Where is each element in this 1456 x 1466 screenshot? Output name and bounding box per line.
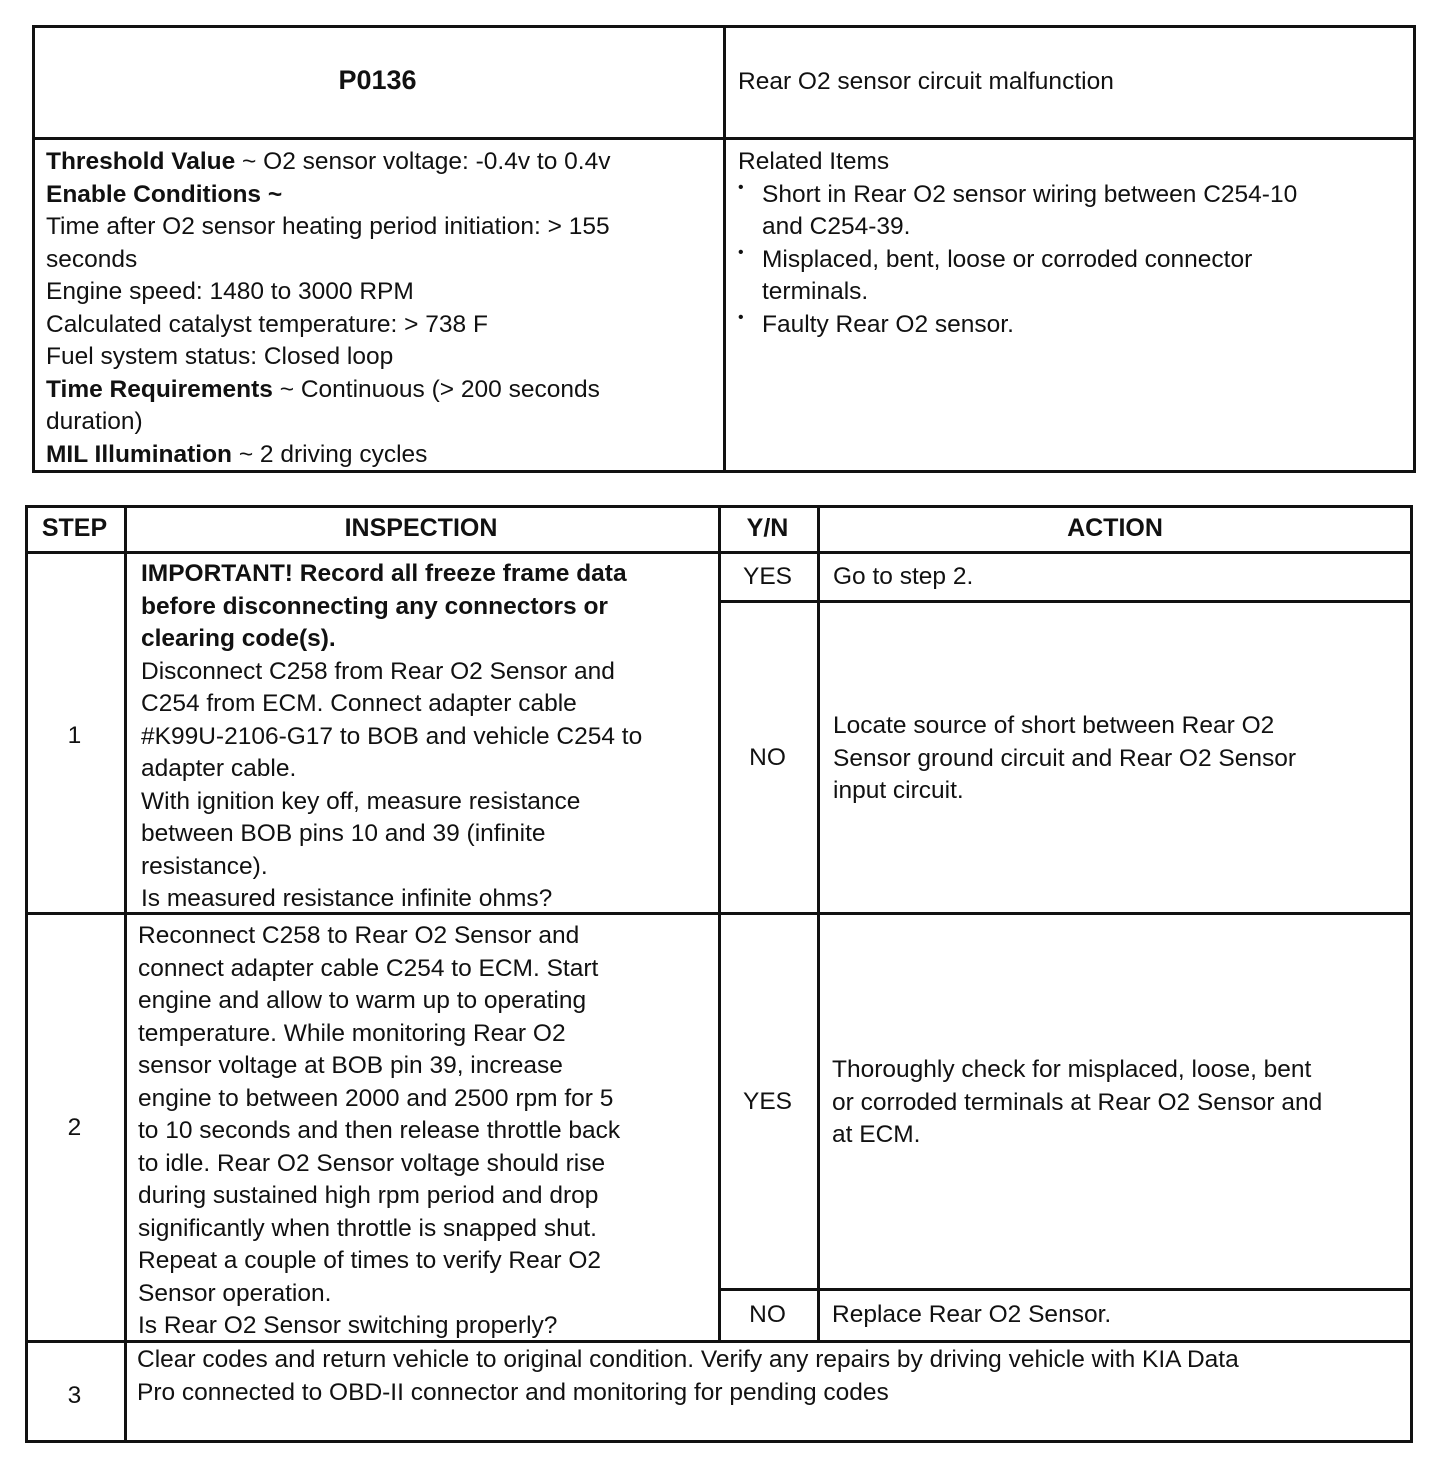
time-requirements-value: ~ Continuous (> 200 seconds	[272, 375, 600, 403]
instruction-line: Pro connected to OBD-II connector and monitoring for pending codes	[137, 1378, 889, 1406]
inspection-line: sensor voltage at BOB pin 39, increase	[138, 1052, 563, 1079]
dtc-code: P0136	[338, 65, 417, 95]
step-number-2: 2	[67, 1114, 82, 1141]
related-items-list	[738, 179, 1297, 342]
step2-no-label: NO	[749, 1301, 786, 1328]
step2-inspection	[138, 920, 620, 1343]
step3-instruction	[137, 1344, 1239, 1409]
step-number-3: 3	[67, 1382, 82, 1409]
step1-no-label: NO	[749, 744, 786, 771]
time-requirements-continuation: duration)	[46, 408, 143, 435]
step1-yes-label: YES	[742, 563, 793, 590]
catalyst-temperature: Calculated catalyst temperature: > 738 F	[46, 310, 488, 338]
dtc-description: Rear O2 sensor circuit malfunction	[738, 68, 1114, 95]
threshold-value: ~ O2 sensor voltage: -0.4v to 0.4v	[235, 148, 611, 175]
header-yn: Y/N	[746, 514, 789, 542]
inspection-line: With ignition key off, measure resistance	[141, 787, 581, 815]
header-step: STEP	[41, 514, 108, 542]
inspection-line: to 10 seconds and then release throttle back	[138, 1117, 621, 1144]
step2-yes-no-divider	[718, 1288, 1413, 1291]
header-action: ACTION	[1067, 514, 1163, 542]
related-items-block	[738, 146, 1297, 341]
step1-yes-no-divider	[718, 600, 1413, 603]
threshold-label: Threshold Value	[46, 148, 236, 175]
conditions-block	[46, 146, 610, 471]
related-item: • Faulty Rear O2 sensor.	[738, 309, 1297, 342]
time-requirements-line	[46, 374, 610, 407]
instruction-line: Clear codes and return vehicle to original condition. Verify any repairs by driving vehicle with KIA Data	[137, 1346, 1239, 1373]
inspection-line: Sensor operation.	[138, 1279, 332, 1307]
code-table-divider-vertical	[723, 25, 726, 473]
inspection-line: connect adapter cable C254 to ECM. Start	[138, 954, 599, 982]
step2-yes-action: Thoroughly check for misplaced, loose, bent or corroded terminals at Rear O2 Sensor and at ECM.	[832, 1056, 1323, 1148]
inspection-line: Is measured resistance infinite ohms?	[141, 885, 553, 912]
important-note-line: before disconnecting any connectors or	[141, 592, 608, 620]
header-row-divider	[25, 551, 1413, 554]
step1-yes-action: Go to step 2.	[833, 563, 974, 590]
inspection-line: Disconnect C258 from Rear O2 Sensor and	[141, 657, 615, 685]
important-note-line: clearing code(s).	[141, 625, 336, 652]
step1-no-action: Locate source of short between Rear O2 Sensor ground circuit and Rear O2 Sensor input circuit.	[833, 712, 1297, 804]
related-item: • Misplaced, bent, loose or corroded connector terminals.	[738, 244, 1297, 309]
related-item: • Short in Rear O2 sensor wiring between C254-10 and C254-39.	[738, 179, 1297, 244]
time-after-heating-line1: Time after O2 sensor heating period initiation: > 155	[46, 213, 610, 240]
inspection-line: Repeat a couple of times to verify Rear O2	[138, 1247, 601, 1274]
code-table-divider-horizontal	[32, 137, 1416, 140]
threshold-line	[46, 146, 610, 179]
step-column-divider	[124, 505, 127, 1443]
inspection-line: engine and allow to warm up to operating	[138, 987, 587, 1014]
inspection-line: adapter cable.	[141, 755, 297, 782]
inspection-line: #K99U-2106-G17 to BOB and vehicle C254 to	[141, 722, 643, 750]
step2-no-action: Replace Rear O2 Sensor.	[832, 1301, 1112, 1328]
mil-illumination-label: MIL Illumination	[46, 440, 233, 468]
related-items-title: Related Items	[738, 148, 890, 175]
inspection-line: between BOB pins 10 and 39 (infinite	[141, 820, 546, 847]
engine-speed: Engine speed: 1480 to 3000 RPM	[46, 278, 414, 305]
inspection-line: Is Rear O2 Sensor switching properly?	[138, 1312, 558, 1339]
inspection-line: to idle. Rear O2 Sensor voltage should rise	[138, 1149, 606, 1177]
enable-conditions-label: Enable Conditions ~	[46, 180, 283, 208]
inspection-column-divider	[718, 505, 721, 1343]
inspection-line: engine to between 2000 and 2500 rpm for 5	[138, 1084, 614, 1112]
time-after-heating-line2: seconds	[46, 245, 138, 273]
inspection-line: during sustained high rpm period and drop	[138, 1182, 599, 1209]
yn-column-divider	[817, 505, 820, 1343]
inspection-line: Reconnect C258 to Rear O2 Sensor and	[138, 922, 580, 949]
important-note-line: IMPORTANT! Record all freeze frame data	[141, 560, 627, 587]
time-requirements-label: Time Requirements	[46, 375, 273, 403]
step1-inspection	[141, 558, 642, 916]
mil-illumination-line	[46, 439, 610, 472]
inspection-line: resistance).	[141, 852, 268, 880]
fuel-system-status: Fuel system status: Closed loop	[46, 343, 394, 370]
inspection-line: significantly when throttle is snapped shut.	[138, 1214, 597, 1242]
mil-illumination-value: ~ 2 driving cycles	[232, 440, 428, 468]
inspection-line: temperature. While monitoring Rear O2	[138, 1019, 566, 1047]
header-inspection: INSPECTION	[344, 514, 498, 542]
step2-yes-label: YES	[742, 1088, 793, 1115]
step-number-1: 1	[67, 722, 82, 749]
inspection-line: C254 from ECM. Connect adapter cable	[141, 690, 577, 717]
